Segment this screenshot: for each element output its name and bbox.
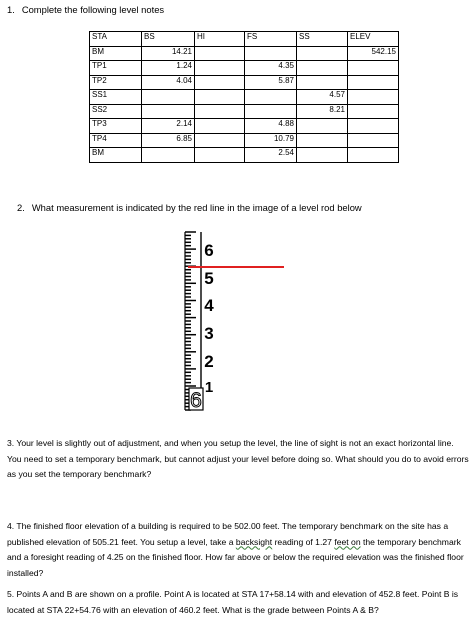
table-cell <box>195 75 245 90</box>
table-cell <box>297 148 348 163</box>
table-cell <box>195 133 245 148</box>
table-cell: 4.88 <box>245 119 297 134</box>
table-cell <box>245 90 297 105</box>
table-cell: 4.57 <box>297 90 348 105</box>
table-header-cell: STA <box>90 32 142 47</box>
table-row <box>90 61 399 76</box>
table-cell: BM <box>90 46 142 61</box>
rod-digit: 1 <box>204 379 214 396</box>
table-row <box>90 90 399 105</box>
table-cell: 2.54 <box>245 148 297 163</box>
table-cell <box>195 104 245 119</box>
table-cell: SS1 <box>90 90 142 105</box>
table-cell <box>297 119 348 134</box>
rod-digit: 2 <box>204 352 214 371</box>
table-cell: 542.15 <box>348 46 399 61</box>
table-cell: 2.14 <box>142 119 195 134</box>
table-header-cell: SS <box>297 32 348 47</box>
question-4-part-2: reading of 1.27 <box>272 536 335 547</box>
question-4-underlined-feet: feet on <box>334 536 361 547</box>
table-cell <box>348 61 399 76</box>
table-cell <box>195 61 245 76</box>
table-cell <box>297 75 348 90</box>
table-cell <box>142 90 195 105</box>
table-row <box>90 133 399 148</box>
table-cell: TP2 <box>90 75 142 90</box>
table-cell <box>348 75 399 90</box>
question-2-text: What measurement is indicated by the red line in the image of a level rod below <box>31 202 362 213</box>
rod-digit: 3 <box>204 324 214 343</box>
question-4-part-3: the temporary benchmark and a foresight reading of 4.25 on the finished floor. How far above or below the required elevation was the finished floor installed? <box>7 536 464 578</box>
table-cell <box>348 133 399 148</box>
table-header-cell: HI <box>195 32 245 47</box>
rod-digit: 4 <box>204 296 214 315</box>
table-cell <box>348 104 399 119</box>
table-cell: SS2 <box>90 104 142 119</box>
table-cell: 4.04 <box>142 75 195 90</box>
table-header-cell: FS <box>245 32 297 47</box>
table-header-cell: BS <box>142 32 195 47</box>
level-rod-figure <box>175 210 290 420</box>
level-notes-table <box>89 31 399 163</box>
table-cell <box>348 148 399 163</box>
table-row <box>90 46 399 61</box>
table-cell <box>142 104 195 119</box>
table-cell <box>297 46 348 61</box>
table-row <box>90 104 399 119</box>
question-1-text: Complete the following level notes <box>21 4 165 15</box>
table-cell: 4.35 <box>245 61 297 76</box>
table-cell <box>142 148 195 163</box>
table-cell: TP1 <box>90 61 142 76</box>
foot-marker-digit: 6 <box>190 389 202 412</box>
table-cell <box>195 90 245 105</box>
rod-digit: 5 <box>204 269 214 288</box>
question-4-underlined-backsight: backsight <box>235 536 273 547</box>
question-3: 3. Your level is slightly out of adjustment, and when you setup the level, the line of sight is not an exact horizontal line. You need to set a temporary benchmark, but cannot adjust your level before doing so. What should you do to avoid errors as you set the temporary benchmark? <box>7 438 469 480</box>
table-cell: 6.85 <box>142 133 195 148</box>
rod-graduations <box>185 232 196 410</box>
table-cell <box>245 104 297 119</box>
table-cell <box>245 46 297 61</box>
question-1-number: 1. <box>7 4 15 15</box>
table-cell: TP4 <box>90 133 142 148</box>
table-cell <box>348 119 399 134</box>
table-header-cell: ELEV <box>348 32 399 47</box>
table-cell: TP3 <box>90 119 142 134</box>
table-cell: 1.24 <box>142 61 195 76</box>
rod-foot-marker <box>189 388 203 412</box>
table-cell: BM <box>90 148 142 163</box>
rod-digit-labels <box>204 241 214 396</box>
rod-digit: 6 <box>204 241 214 260</box>
table-row <box>90 148 399 163</box>
question-4 <box>7 519 469 581</box>
question-5: 5. Points A and B are shown on a profile. Point A is located at STA 17+58.14 with and elevation of 452.8 feet. Point B is located at STA 22+54.76 with an elevation of 460.2 feet. What is the grade between Points A & B? <box>7 589 459 615</box>
question-4-part-1: 4. The finished floor elevation of a building is required to be 502.00 feet. The temporary benchmark on the site has a published elevation of 505.21 feet. You setup a level, take a <box>7 521 449 547</box>
question-2-number: 2. <box>17 202 25 213</box>
table-cell: 10.79 <box>245 133 297 148</box>
table-header-row <box>90 32 399 47</box>
table-cell: 14.21 <box>142 46 195 61</box>
table-cell: 8.21 <box>297 104 348 119</box>
question-1-heading <box>7 4 164 16</box>
table-row <box>90 75 399 90</box>
table-cell <box>195 119 245 134</box>
table-row <box>90 119 399 134</box>
table-cell <box>195 148 245 163</box>
table-cell: 5.87 <box>245 75 297 90</box>
table-cell <box>195 46 245 61</box>
table-cell <box>348 90 399 105</box>
table-cell <box>297 133 348 148</box>
table-cell <box>297 61 348 76</box>
